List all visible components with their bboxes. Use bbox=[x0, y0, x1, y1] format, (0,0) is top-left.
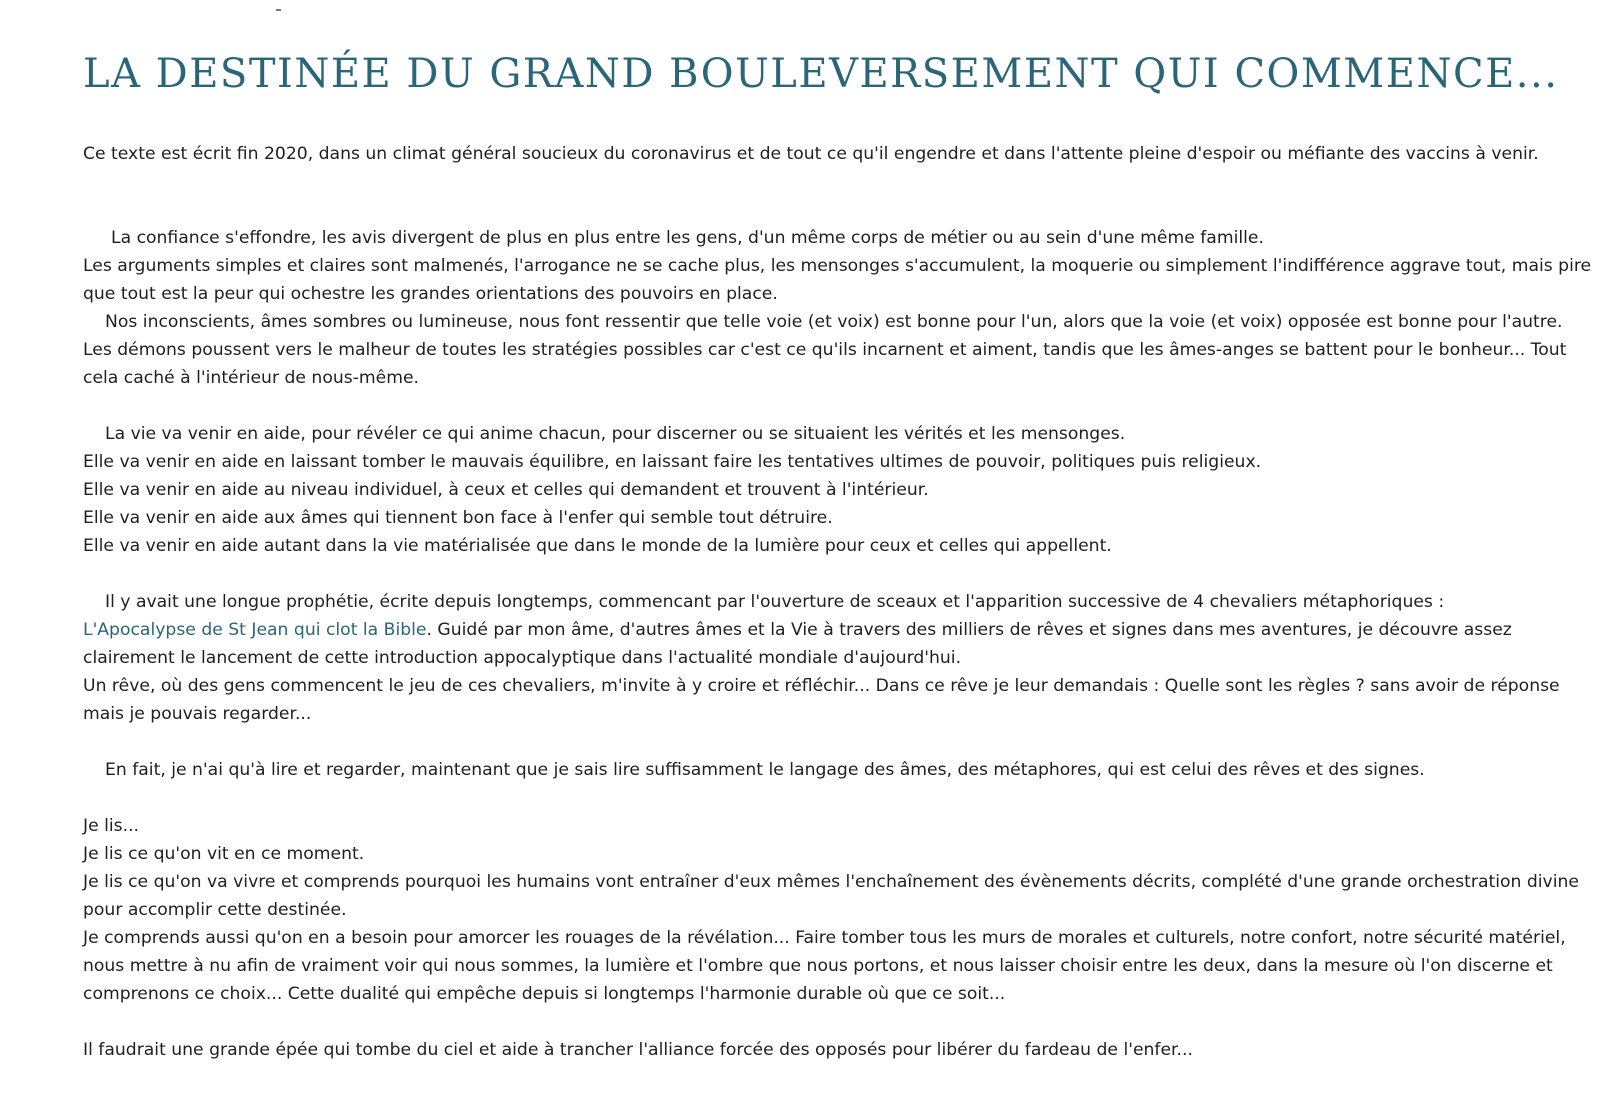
paragraph-line: Je lis... bbox=[83, 816, 140, 836]
paragraph-gap bbox=[83, 784, 1523, 812]
paragraph-line: Je lis ce qu'on va vivre et comprends pourquoi les humains vont entraîner d'eux mêmes l'enchaînement des évènements décrits, complété d'une grande orchestration divine bbox=[83, 872, 1579, 892]
paragraph-line: Elle va venir en aide au niveau individuel, à ceux et celles qui demandent et trouvent à l'intérieur. bbox=[83, 480, 929, 500]
paragraph-line: Elle va venir en aide autant dans la vie matérialisée que dans le monde de la lumière pour ceux et celles qui appellent. bbox=[83, 536, 1112, 556]
paragraph-line: La confiance s'effondre, les avis divergent de plus en plus entre les gens, d'un même corps de métier ou au sein d'une même famille. bbox=[111, 228, 1264, 248]
paragraph-line: Il y avait une longue prophétie, écrite depuis longtemps, commencant par l'ouverture de sceaux et l'apparition successive de 4 chevaliers métaphoriques : bbox=[105, 592, 1445, 612]
paragraph-line: Il faudrait une grande épée qui tombe du ciel et aide à trancher l'alliance forcée des opposés pour libérer du fardeau de l'enfer... bbox=[83, 1040, 1193, 1060]
paragraph-line: Un rêve, où des gens commencent le jeu de ces chevaliers, m'invite à y croire et réfléchir... Dans ce rêve je leur demandais : Quelle sont les règles ? sans avoir de réponse bbox=[83, 676, 1560, 696]
apocalypse-link[interactable]: L'Apocalypse de St Jean qui clot la Bible bbox=[83, 620, 427, 640]
paragraph-line: Les démons poussent vers le malheur de toutes les stratégies possibles car c'est ce qu'ils incarnent et aiment, tandis que les âmes-anges se battent pour le bonheur... Tout bbox=[83, 340, 1567, 360]
paragraph-line: Elle va venir en aide aux âmes qui tiennent bon face à l'enfer qui semble tout détruire. bbox=[83, 508, 833, 528]
paragraph-line: cela caché à l'intérieur de nous-même. bbox=[83, 368, 419, 388]
paragraph-line: nous mettre à nu afin de vraiment voir qui nous sommes, la lumière et l'ombre que nous portons, et nous laisser choisir entre les deux, dans la mesure où l'on discerne et bbox=[83, 956, 1553, 976]
page-title: LA DESTINÉE DU GRAND BOULEVERSEMENT QUI COMMENCE... bbox=[83, 51, 1559, 97]
paragraph-line: que tout est la peur qui ochestre les grandes orientations des pouvoirs en place. bbox=[83, 284, 778, 304]
paragraph-line: comprenons ce choix... Cette dualité qui empêche depuis si longtemps l'harmonie durable où que ce soit... bbox=[83, 984, 1006, 1004]
paragraph-line: clairement le lancement de cette introduction appocalyptique dans l'actualité mondiale d'aujourd'hui. bbox=[83, 648, 962, 668]
paragraph-line: Nos inconscients, âmes sombres ou lumineuse, nous font ressentir que telle voie (et voix) est bonne pour l'un, alors que la voie (et voix) opposée est bonne pour l'autre. bbox=[105, 312, 1563, 332]
paragraph-text: . Guidé par mon âme, d'autres âmes et la Vie à travers des milliers de rêves et signes dans mes aventures, je découvre assez bbox=[426, 620, 1512, 640]
paragraph-line: pour accomplir cette destinée. bbox=[83, 900, 347, 920]
article-body bbox=[83, 224, 1592, 1064]
paragraph-line: Je lis ce qu'on vit en ce moment. bbox=[83, 844, 365, 864]
paragraph-gap bbox=[83, 1008, 1523, 1036]
paragraph-line: mais je pouvais regarder... bbox=[83, 704, 312, 724]
paragraph-line: La vie va venir en aide, pour révéler ce qui anime chacun, pour discerner ou se situaient les vérités et les mensonges. bbox=[105, 424, 1126, 444]
paragraph-line bbox=[83, 616, 1523, 644]
top-mark bbox=[276, 9, 281, 11]
paragraph-line: En fait, je n'ai qu'à lire et regarder, maintenant que je sais lire suffisamment le langage des âmes, des métaphores, qui est celui des rêves et des signes. bbox=[105, 760, 1425, 780]
paragraph-line: Les arguments simples et claires sont malmenés, l'arrogance ne se cache plus, les mensonges s'accumulent, la moquerie ou simplement l'indifférence aggrave tout, mais pire bbox=[83, 256, 1592, 276]
paragraph-gap bbox=[83, 392, 1523, 420]
paragraph-gap bbox=[83, 728, 1523, 756]
paragraph-line: Je comprends aussi qu'on en a besoin pour amorcer les rouages de la révélation... Faire tomber tous les murs de morales et culturels, notre confort, notre sécurité matériel, bbox=[83, 928, 1566, 948]
paragraph-gap bbox=[83, 560, 1523, 588]
paragraph-line: Elle va venir en aide en laissant tomber le mauvais équilibre, en laissant faire les tentatives ultimes de pouvoir, politiques puis religieux. bbox=[83, 452, 1262, 472]
intro-paragraph: Ce texte est écrit fin 2020, dans un climat général soucieux du coronavirus et de tout ce qu'il engendre et dans l'attente pleine d'espoir ou méfiante des vaccins à venir. bbox=[83, 144, 1539, 164]
